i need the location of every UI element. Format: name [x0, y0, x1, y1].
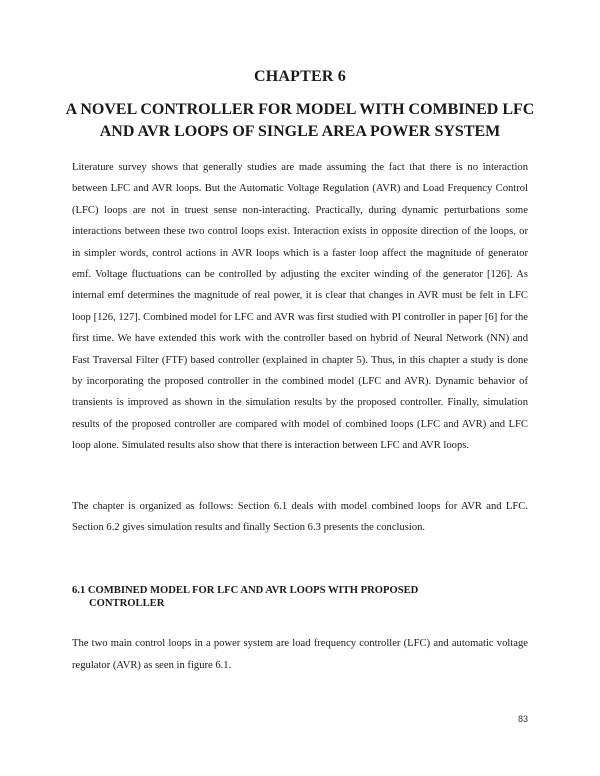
- page-number: 83: [517, 714, 528, 724]
- body-paragraph-organization: The chapter is organized as follows: Section 6.1 deals with model combined loops for AVR and LFC. Section 6.2 gives simulation results and finally Section 6.3 presents the conclusion.: [72, 501, 528, 534]
- chapter-label: CHAPTER 6: [253, 68, 347, 85]
- body-paragraph-intro: Literature survey shows that generally studies are made assuming the fact that there is no interaction between LFC and AVR loops. But the Automatic Voltage Regulation (AVR) and Load Frequency Control (LFC) loops are not in truest sense non-interacting. Practically, during dynamic perturbations some interactions between these two control loops exist. Interaction exists in opposite direction of the loops, or in simpler words, control actions in AVR loops which is a faster loop affect the magnitude of generator emf. Voltage fluctuations can be controlled by adjusting the exciter winding of the generator [126]. As internal emf determines the magnitude of real power, it is clear that changes in AVR must be felt in LFC loop [126, 127]. Combined model for LFC and AVR was first studied with PI controller in paper [6] for the first time. We have extended this work with the controller based on hybrid of Neural Network (NN) and Fast Traversal Filter (FTF) based controller (explained in chapter 5). Thus, in this chapter a study is done by incorporating the proposed controller in the combined model (LFC and AVR). Dynamic behavior of transients is improved as shown in the simulation results by the proposed controller. Finally, simulation results of the proposed controller are compared with model of combined loops (LFC and AVR) and LFC loop alone. Simulated results also show that there is interaction between LFC and AVR loops.: [72, 162, 528, 452]
- section-heading-line2: CONTROLLER: [89, 598, 165, 609]
- section-heading: [72, 584, 492, 610]
- section-heading-number: 6.1: [72, 585, 86, 596]
- chapter-title: A NOVEL CONTROLLER FOR MODEL WITH COMBINED LFC AND AVR LOOPS OF SINGLE AREA POWER SYSTEM: [65, 101, 535, 140]
- body-paragraph-section: The two main control loops in a power system are load frequency controller (LFC) and automatic voltage regulator (AVR) as seen in figure 6.1.: [72, 638, 528, 671]
- section-heading-line1: COMBINED MODEL FOR LFC AND AVR LOOPS WITH PROPOSED: [87, 585, 419, 596]
